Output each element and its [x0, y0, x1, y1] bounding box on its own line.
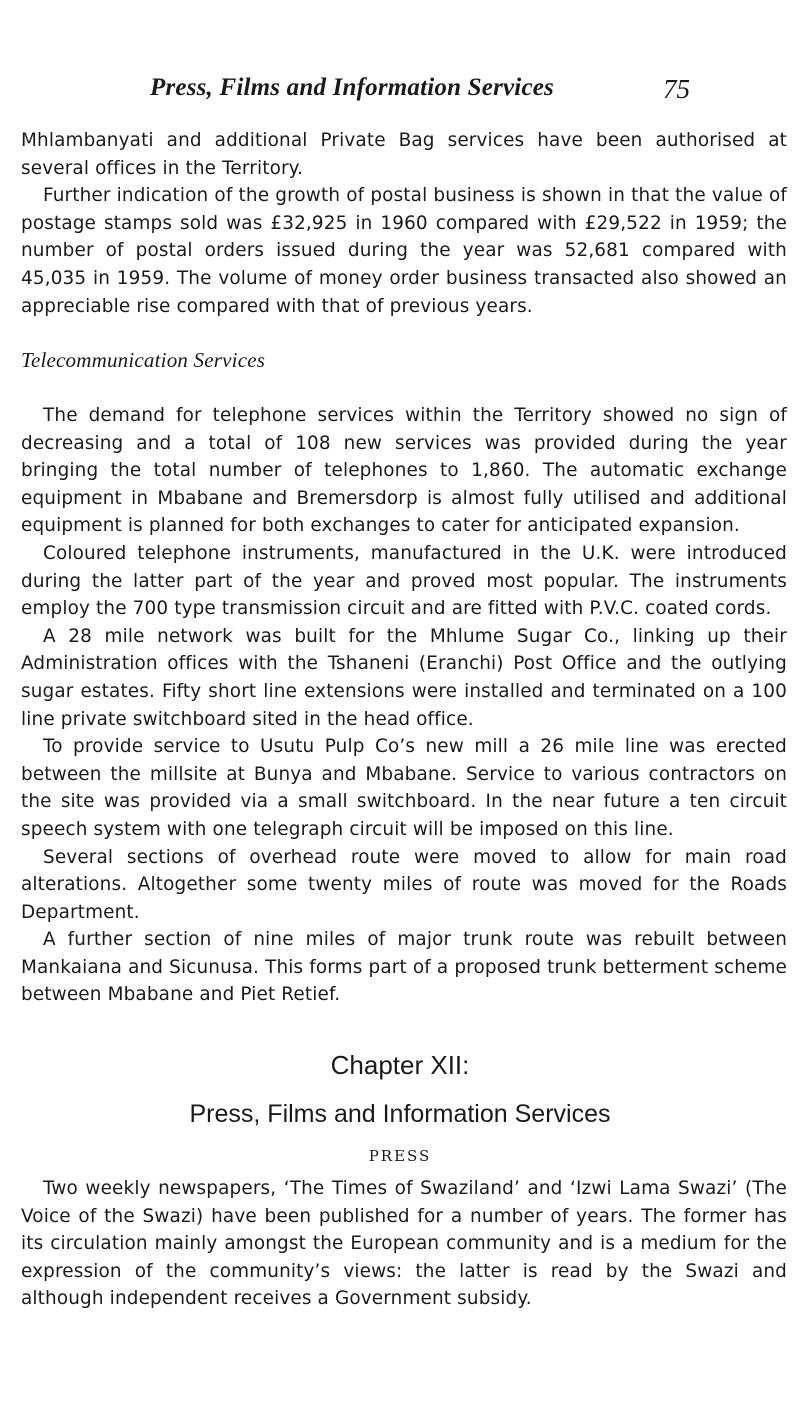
section-heading-press: PRESS — [368, 1147, 432, 1165]
telecom-text-block — [21, 402, 787, 1009]
paragraph: The demand for telephone services within the Territory showed no sign of decreasing and a total of 108 new services was provided during the year bringing the total number of telephones to 1,860. The automatic exchange equipment in Mbabane and Bremersdorp is almost fully utilised and additional equipment is planned for both exchanges to cater for anticipated expansion. — [21, 405, 787, 537]
running-head — [150, 74, 690, 114]
postal-text-block — [21, 127, 787, 320]
paragraph: Several sections of overhead route were moved to allow for main road alterations. Altogether some twenty miles of route was moved for the Roads Department. — [21, 846, 787, 923]
press-text-block — [21, 1175, 787, 1313]
paragraph: A 28 mile network was built for the Mhlume Sugar Co., linking up their Administration offices with the Tshaneni (Eranchi) Post Office and the outlying sugar estates. Fifty short line extensions were installed and terminated on a 100 line private switchboard sited in the head office. — [21, 625, 787, 730]
chapter-title: Chapter XII: — [330, 1050, 470, 1080]
chapter-subtitle: Press, Films and Information Services — [189, 1100, 611, 1128]
section-heading-telecom: Telecommunication Services — [21, 348, 266, 372]
paragraph: Two weekly newspapers, ‘The Times of Swaziland’ and ‘Izwi Lama Swazi’ (The Voice of the Swazi) have been published for a number of years. The former has its circulation mainly amongst the European community and is a medium for the expression of the community’s views: the latter is read by the Swazi and although independent receives a Government subsidy. — [21, 1178, 787, 1310]
page-number: 75 — [663, 74, 690, 104]
paragraph: Further indication of the growth of postal business is shown in that the value of postage stamps sold was £32,925 in 1960 compared with £29,522 in 1959; the number of postal orders issued during the year was 52,681 compared with 45,035 in 1959. The volume of money order business transacted also showed an appreciable rise compared with that of previous years. — [21, 185, 787, 317]
paragraph: To provide service to Usutu Pulp Co’s new mill a 26 mile line was erected between the millsite at Bunya and Mbabane. Service to various contractors on the site was provided via a small switchboard. In the near future a ten circuit speech system with one telegraph circuit will be imposed on this line. — [21, 736, 787, 840]
running-title: Press, Films and Information Services — [150, 74, 554, 101]
paragraph: Mhlambanyati and additional Private Bag services have been authorised at several offices in the Territory. — [21, 130, 787, 179]
paragraph: Coloured telephone instruments, manufactured in the U.K. were introduced during the latter part of the year and proved most popular. The instruments employ the 700 type transmission circuit and are fitted with P.V.C. coated cords. — [21, 542, 787, 620]
paragraph: A further section of nine miles of major trunk route was rebuilt between Mankaiana and Sicunusa. This forms part of a proposed trunk betterment scheme between Mbabane and Piet Retief. — [21, 929, 787, 1006]
